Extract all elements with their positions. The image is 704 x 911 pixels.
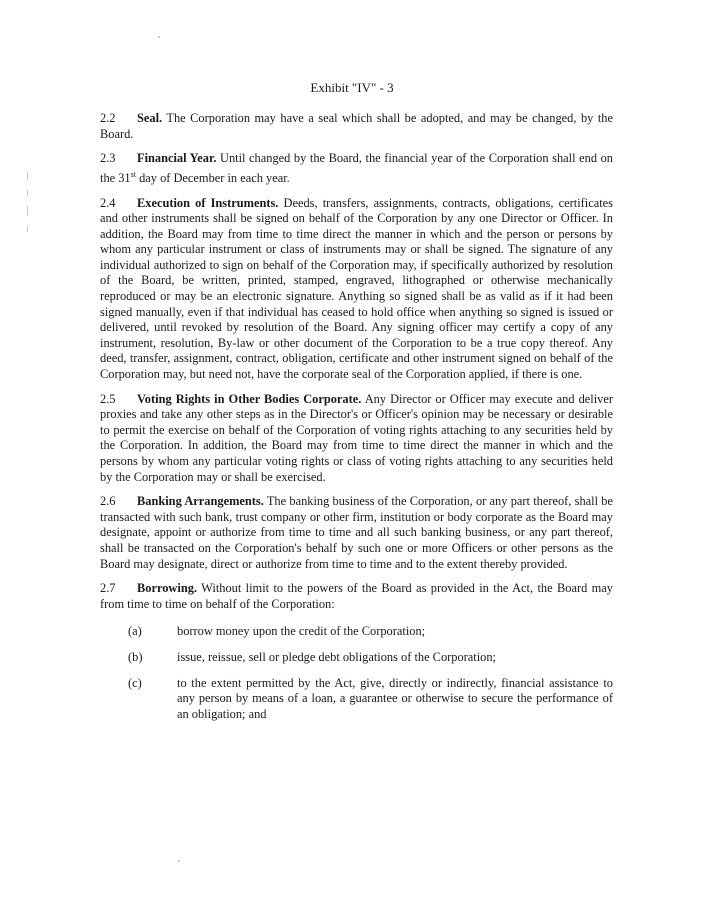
subitem-b xyxy=(100,650,613,666)
section-2-6: 2.6 Banking Arrangements. The banking business of the Corporation, or any part thereof, shall be transacted with such bank, trust company or other firm, institution or body corporate as the Board may designate, appoint or authorize from time to time and all such banking business, or any part thereof, shall be transacted on the Corporation's behalf by such one or more Officers or other persons as the Board may designate, direct or authorize from time to time and to the extent thereby provided. xyxy=(100,494,613,571)
section-title: Banking Arrangements. xyxy=(137,494,264,509)
section-text-cont: day of December in each year. xyxy=(135,170,290,185)
section-2-5: 2.5 Voting Rights in Other Bodies Corporate. Any Director or Officer may execute and deliver proxies and take any other steps as in the Director's or Officer's opinion may be necessary or desirable to permit the exercise on behalf of the Corporation of voting rights attaching to any securities held by the Corporation. In addition, the Board may from time to time direct the manner in which and the persons by whom any particular voting rights or class of voting rights attaching to any securities held by the Corporation may or shall be exercised. xyxy=(100,391,613,484)
subitem-label: (a) xyxy=(128,624,142,639)
section-title: Voting Rights in Other Bodies Corporate. xyxy=(137,391,362,406)
section-2-4: 2.4 Execution of Instruments. Deeds, transfers, assignments, contracts, obligations, certificates and other instruments shall be signed on behalf of the Corporation by any one Director or Officer. In addition, the Board may from time to time direct the manner in which and the person or persons by whom any particular instrument or class of instruments may or shall be signed. The signature of any individual authorized to sign on behalf of the Corporation may, if specifically authorized by resolution of the Board, be written, printed, stamped, engraved, lithographed or otherwise mechanically reproduced or may be an electronic signature. Anything so signed shall be as valid as if it had been signed manually, even if that individual has ceased to hold office when anything so signed is issued or delivered, until revoked by resolution of the Board. Any signing officer may certify a copy of any instrument, resolution, By-law or other document of the Corporation to be a true copy thereof. Any deed, transfer, assignment, contract, obligation, certificate and other instrument signed on behalf of the Corporation may, but need not, have the corporate seal of the Corporation applied, if there is one. xyxy=(100,195,613,382)
section-title: Execution of Instruments. xyxy=(137,195,279,210)
scan-mark xyxy=(27,190,28,196)
scan-mark xyxy=(27,206,28,216)
section-title: Borrowing. xyxy=(137,581,198,596)
scan-mark xyxy=(178,860,180,862)
scan-mark xyxy=(27,172,28,180)
scan-mark xyxy=(27,226,28,232)
section-2-7: 2.7 Borrowing. Without limit to the powers of the Board as provided in the Act, the Board may from time to time on behalf of the Corporation: xyxy=(100,581,613,611)
section-2-3: 2.3 Financial Year. Until changed by the Board, the financial year of the Corporation shall end on the 31st day of December in each year. xyxy=(100,151,613,185)
section-title: Financial Year. xyxy=(137,151,217,166)
ordinal-suffix: st xyxy=(130,169,136,179)
section-text: Any Director or Officer may execute and deliver proxies and take any other steps as in the Director's or Officer's opinion may be necessary or desirable to permit the exercise on behalf of the Corporation of voting rights attaching to any securities held by the Corporation. In addition, the Board may from time to time direct the manner in which and the persons by whom any particular voting rights or class of voting rights attaching to any securities held by the Corporation may or shall be exercised. xyxy=(100,391,613,484)
subitem-label: (c) xyxy=(128,675,142,690)
subitem-label: (b) xyxy=(128,649,143,664)
scan-mark xyxy=(158,36,160,38)
section-text: Until changed by the Board, the financial year of the Corporation shall end on the 31 xyxy=(100,151,613,185)
section-title: Seal. xyxy=(137,111,163,125)
subitem-text: to the extent permitted by the Act, give, directly or indirectly, financial assistance to any person by means of a loan, a guarantee or otherwise to secure the performance of an obligation; and xyxy=(177,675,613,721)
section-text: Without limit to the powers of the Board as provided in the Act, the Board may from time to time on behalf of the Corporation: xyxy=(100,581,613,611)
subitem-a xyxy=(100,624,613,640)
document-body xyxy=(100,111,613,732)
subitem-text: issue, reissue, sell or pledge debt obligations of the Corporation; xyxy=(177,649,496,664)
section-text: Deeds, transfers, assignments, contracts, obligations, certificates and other instruments shall be signed on behalf of the Corporation by any one Director or Officer. In addition, the Board may from time to time direct the manner in which and the person or persons by whom any particular instrument or class of instruments may or shall be signed. The signature of any individual authorized to sign on behalf of the Corporation may, if specifically authorized by resolution of the Board, be written, printed, stamped, engraved, lithographed or otherwise mechanically reproduced or may be an electronic signature. Anything so signed shall be as valid as if it had been signed manually, even if that individual has ceased to hold office when anything so signed is issued or delivered, until revoked by resolution of the Board. Any signing officer may certify a copy of any instrument, resolution, By-law or other document of the Corporation to be a true copy thereof. Any deed, transfer, assignment, contract, obligation, certificate and other instrument signed on behalf of the Corporation may, but need not, have the corporate seal of the Corporation applied, if there is one. xyxy=(100,195,613,382)
section-text: The banking business of the Corporation, or any part thereof, shall be transacted with such bank, trust company or other firm, institution or body corporate as the Board may designate, appoint or authorize from time to time and all such banking business, or any part thereof, shall be transacted on the Corporation's behalf by such one or more Officers or other persons as the Board may designate, direct or authorize from time to time and to the extent thereby provided. xyxy=(100,494,613,571)
section-text: The Corporation may have a seal which shall be adopted, and may be changed, by the Board. xyxy=(100,111,613,141)
subitem-text: borrow money upon the credit of the Corporation; xyxy=(177,624,426,639)
page-header: Exhibit "IV" - 3 xyxy=(310,80,394,95)
subitem-c xyxy=(100,676,613,723)
section-2-2: 2.2 Seal. The Corporation may have a seal which shall be adopted, and may be changed, by the Board. xyxy=(100,111,613,141)
